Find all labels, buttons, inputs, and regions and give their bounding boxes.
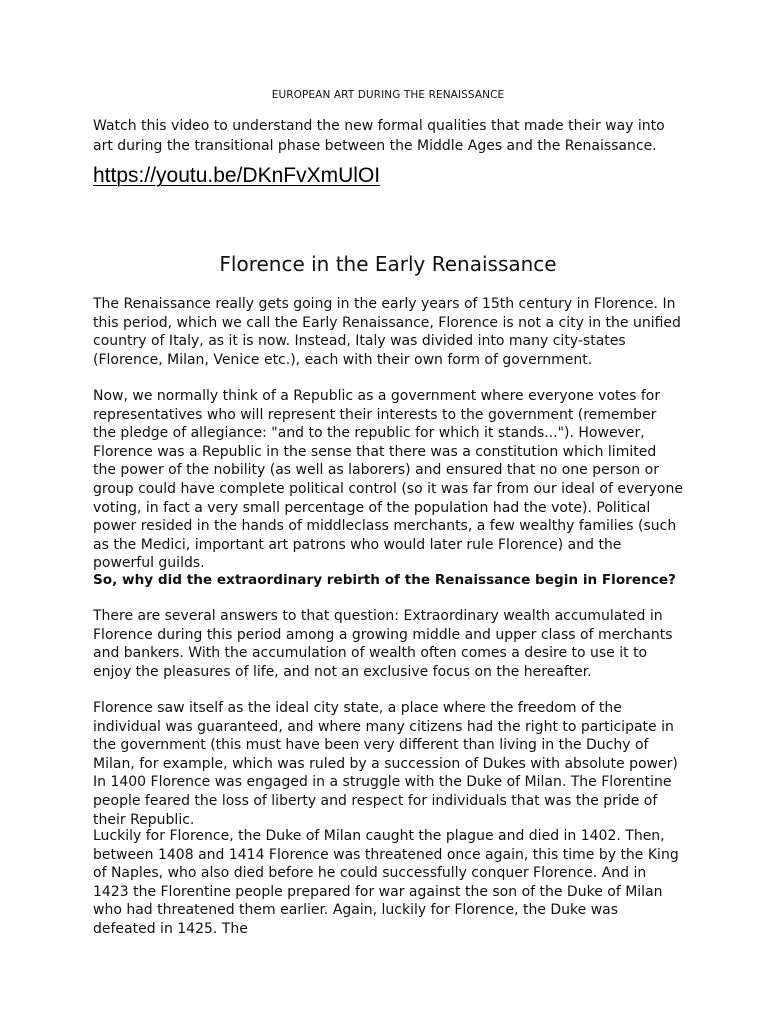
video-link[interactable]: https://youtu.be/DKnFvXmUlOI [93,164,381,187]
body-paragraph: Now, we normally think of a Republic as a government where everyone votes for representatives who will represent their interests to the government (remember the pledge of allegiance: "and to the republic for which it stands..."). However, Florence was a Republic in the sense that there was a constitution which limited the power of the nobility (as well as laborers) and ensured that no one person or group could have complete political control (so it was far from our ideal of everyone voting, in fact a very small percentage of the population had the vote). Political power resided in the hands of middleclass merchants, a few wealthy families (such as the Medici, important art patrons who would later rule Florence) and the powerful guilds. [93,388,683,572]
question-heading: So, why did the extraordinary rebirth of the Renaissance begin in Florence? [93,572,676,588]
body-paragraph: The Renaissance really gets going in the early years of 15th century in Florence. In this period, which we call the Early Renaissance, Florence is not a city in the unified country of Italy, as it is now. Instead, Italy was divided into many city-states (Florence, Milan, Venice etc.), each with their own form of government. [93,296,681,368]
document-heading: EUROPEAN ART DURING THE RENAISSANCE [271,89,505,101]
body-paragraph: Florence saw itself as the ideal city state, a place where the freedom of the individual was guaranteed, and where many citizens had the right to participate in the government (this must have been very different than living in the Duchy of Milan, for example, which was ruled by a succession of Dukes with absolute power) In 1400 Florence was engaged in a struggle with the Duke of Milan. The Florentine people feared the loss of liberty and respect for individuals that was the pride of their Republic. [93,700,678,828]
body-paragraph: Luckily for Florence, the Duke of Milan caught the plague and died in 1402. Then, between 1408 and 1414 Florence was threatened once again, this time by the King of Naples, who also died before he could successfully conquer Florence. And in 1423 the Florentine people prepared for war against the son of the Duke of Milan who had threatened them earlier. Again, luckily for Florence, the Duke was defeated in 1425. The [93,828,679,937]
body-paragraph: There are several answers to that question: Extraordinary wealth accumulated in Florence during this period among a growing middle and upper class of merchants and bankers. With the accumulation of wealth often comes a desire to use it to enjoy the pleasures of life, and not an exclusive focus on the hereafter. [93,608,673,680]
section-title: Florence in the Early Renaissance [219,252,557,276]
intro-paragraph: Watch this video to understand the new formal qualities that made their way into art during the transitional phase between the Middle Ages and the Renaissance. [93,118,665,154]
